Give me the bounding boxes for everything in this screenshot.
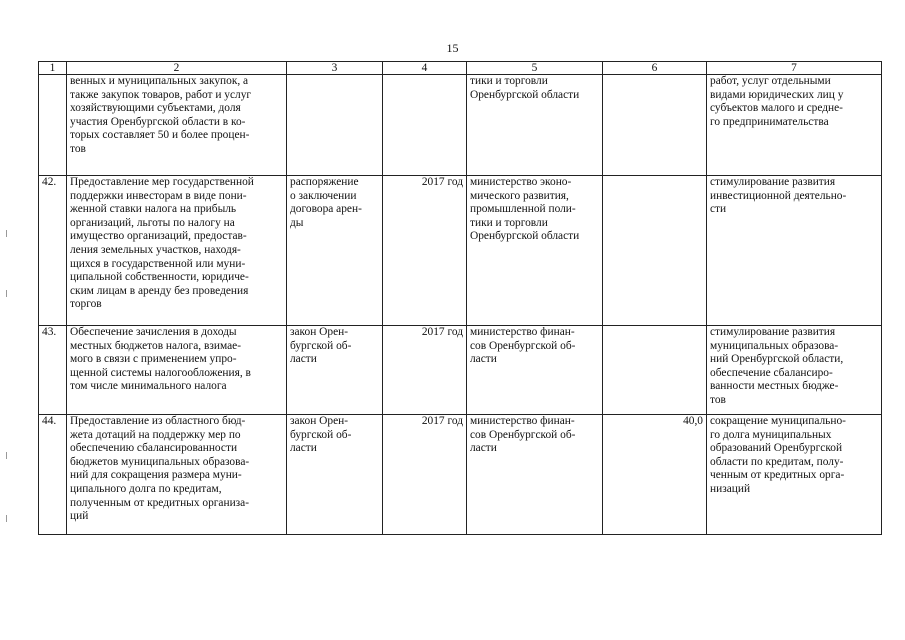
executor-text: министерство финан- сов Оренбургской об- ласти <box>470 326 576 366</box>
amount-cell <box>603 176 707 326</box>
column-header: 2 <box>67 62 287 75</box>
deadline-text: 2017 год <box>421 326 463 338</box>
page-number: 15 <box>446 41 459 55</box>
row-number: 42. <box>42 176 57 188</box>
measure-text: Предоставление мер государственной поддержки инвесторам в виде пони- женной ставки налога на прибыль организаций, льготы по налогу на имущество организаций, предостав- ления земельных участков, находя- щихся в государственной или муни- ципальной собственности, юридиче- ским лицам в аренду без проведения торгов <box>70 176 254 311</box>
result-cell <box>707 176 882 326</box>
deadline-text: 2017 год <box>421 176 463 188</box>
measure-text: Обеспечение зачисления в доходы местных бюджетов налога, взимае- мого в связи с применением упро- щенной системы налогообложения, в том числе минимального налога <box>70 326 251 393</box>
table-row <box>39 415 882 535</box>
column-header: 1 <box>39 62 67 75</box>
deadline-cell <box>383 326 467 415</box>
row-number: 43. <box>42 326 57 338</box>
measure-cell <box>67 176 287 326</box>
deadline-cell <box>383 176 467 326</box>
document-cell <box>287 415 383 535</box>
deadline-cell <box>383 415 467 535</box>
measure-cell <box>67 415 287 535</box>
row-number-cell <box>39 326 67 415</box>
document-cell <box>287 75 383 176</box>
executor-cell <box>467 75 603 176</box>
table-row <box>39 176 882 326</box>
column-header: 6 <box>603 62 707 75</box>
row-number-cell <box>39 415 67 535</box>
column-header: 5 <box>467 62 603 75</box>
scan-margin-mark <box>6 290 7 297</box>
column-header: 3 <box>287 62 383 75</box>
executor-cell <box>467 326 603 415</box>
executor-cell <box>467 176 603 326</box>
result-text: работ, услуг отдельными видами юридических лиц у субъектов малого и средне- го предпринимательства <box>710 75 844 128</box>
document-text: закон Орен- бургской об- ласти <box>290 326 352 366</box>
result-cell <box>707 75 882 176</box>
row-number: 44. <box>42 415 57 427</box>
measures-table <box>38 61 882 535</box>
document-text: распоряжение о заключении договора арен- ды <box>290 176 362 229</box>
table-row <box>39 75 882 176</box>
result-text: стимулирование развития инвестиционной деятельно- сти <box>710 176 847 216</box>
table-row <box>39 326 882 415</box>
scan-margin-mark <box>6 515 7 522</box>
result-text: сокращение муниципально- го долга муниципальных образований Оренбургской области по кредитам, полу- ченным от кредитных орга- низаций <box>710 415 846 495</box>
header-row <box>39 62 882 75</box>
executor-text: тики и торговли Оренбургской области <box>470 75 580 101</box>
result-text: стимулирование развития муниципальных образова- ний Оренбургской области, обеспечение сбалансиро- ванности местных бюдже- тов <box>710 326 844 406</box>
amount-text: 40,0 <box>683 415 703 427</box>
scan-margin-mark <box>6 452 7 459</box>
deadline-cell <box>383 75 467 176</box>
measure-text: венных и муниципальных закупок, а также закупок товаров, работ и услуг хозяйствующими субъектами, доля участия Оренбургской области в ко- торых составляет 50 и более процен- тов <box>70 75 252 155</box>
row-number-cell <box>39 75 67 176</box>
deadline-text: 2017 год <box>421 415 463 427</box>
column-header: 4 <box>383 62 467 75</box>
measure-cell <box>67 75 287 176</box>
document-cell <box>287 326 383 415</box>
column-header: 7 <box>707 62 882 75</box>
amount-cell <box>603 326 707 415</box>
executor-cell <box>467 415 603 535</box>
amount-cell <box>603 75 707 176</box>
result-cell <box>707 415 882 535</box>
document-cell <box>287 176 383 326</box>
amount-cell <box>603 415 707 535</box>
scan-margin-mark <box>6 230 7 237</box>
row-number-cell <box>39 176 67 326</box>
result-cell <box>707 326 882 415</box>
document-text: закон Орен- бургской об- ласти <box>290 415 352 455</box>
executor-text: министерство финан- сов Оренбургской об- ласти <box>470 415 576 455</box>
measure-text: Предоставление из областного бюд- жета дотаций на поддержку мер по обеспечению сбалансированности бюджетов муниципальных образова- ний для сокращения размера муни- ципального долга по кредитам, полученным от кредитных организа- ций <box>70 415 250 523</box>
measure-cell <box>67 326 287 415</box>
executor-text: министерство эконо- мического развития, промышленной поли- тики и торговли Оренбургской области <box>470 176 580 243</box>
